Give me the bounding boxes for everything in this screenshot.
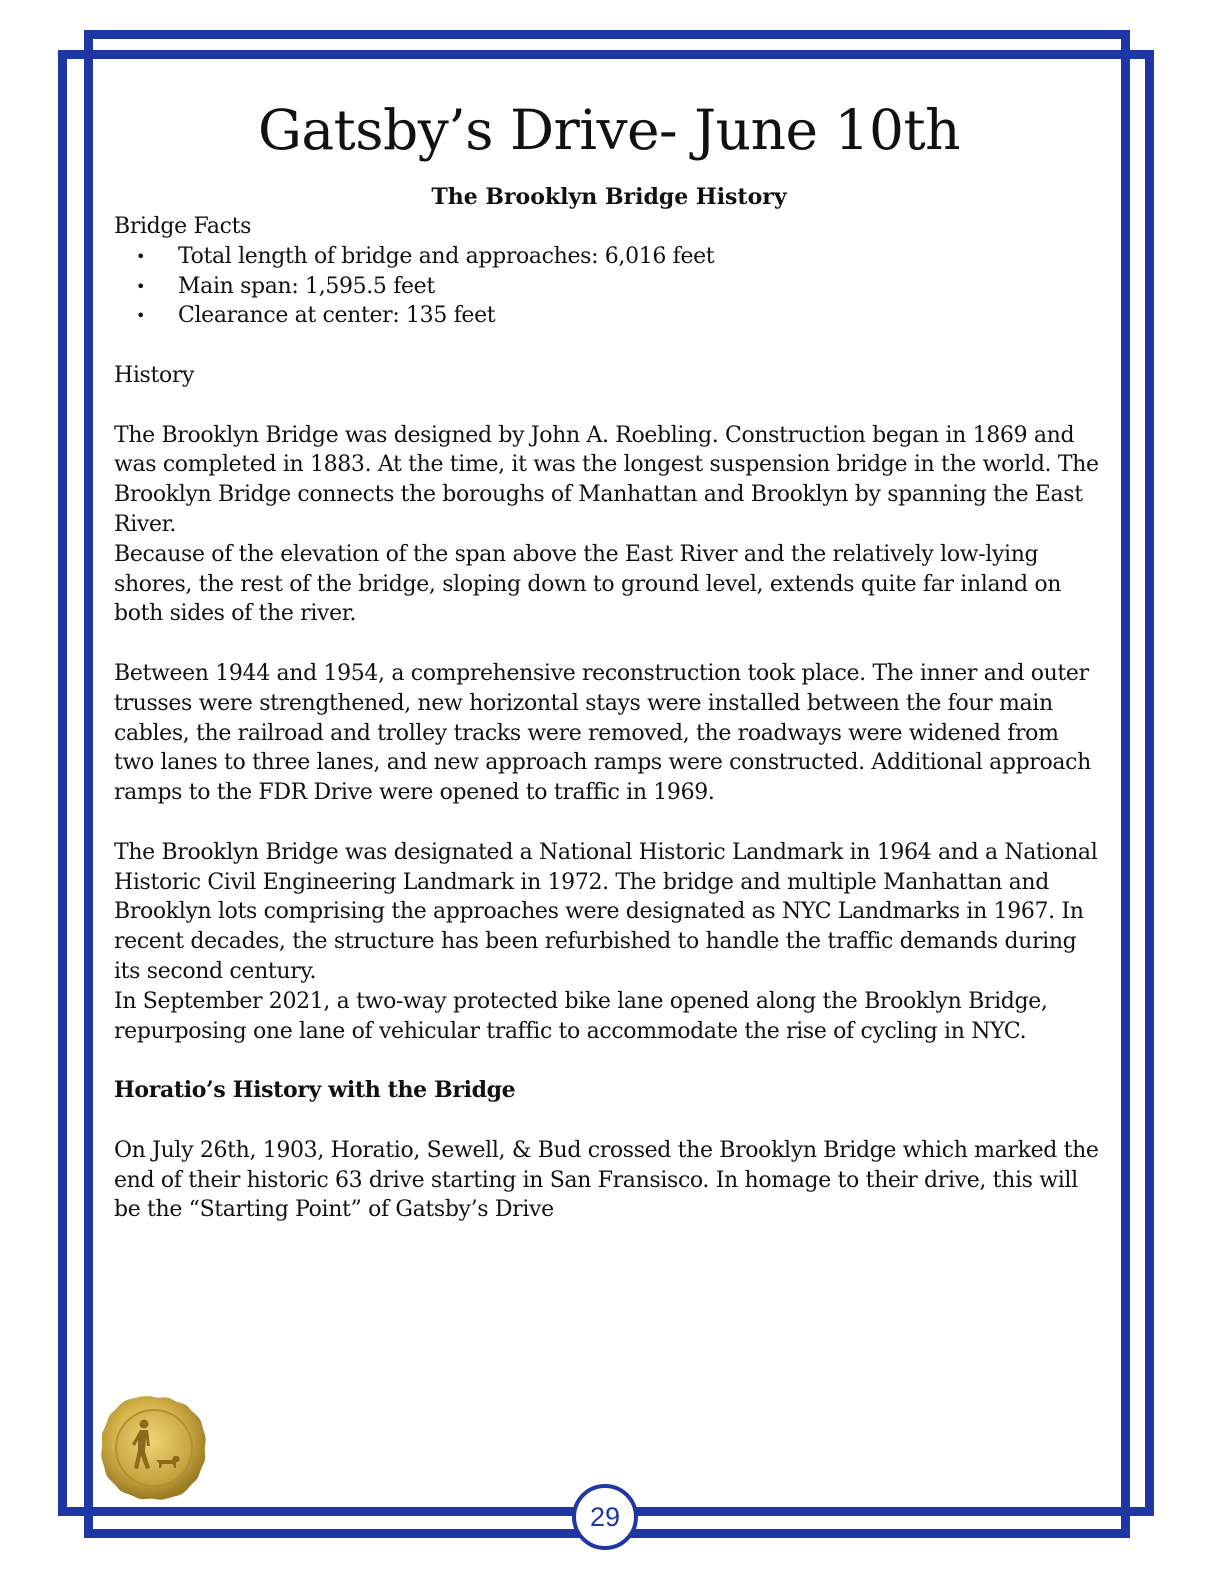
- page-content: [114, 92, 1104, 1225]
- facts-list: [114, 242, 1104, 331]
- bullet-icon: •: [136, 246, 146, 266]
- history-paragraph: The Brooklyn Bridge was designated a National Historic Landmark in 1964 and a National Historic Civil Engineering Landmark in 1972. The bridge and multiple Manhattan and Brooklyn lots comprising the approaches were designated as NYC Landmarks in 1967. In recent decades, the structure has been refurbished to handle the traffic demands during its second century.: [114, 839, 1098, 984]
- history-paragraph: The Brooklyn Bridge was designed by John A. Roebling. Construction began in 1869 and was completed in 1883. At the time, it was the longest suspension bridge in the world. The Brooklyn Bridge connects the boroughs of Manhattan and Brooklyn by spanning the East River.: [114, 422, 1099, 537]
- gold-seal-icon: [100, 1394, 208, 1502]
- facts-heading: Bridge Facts: [114, 214, 252, 239]
- history-heading: History: [114, 362, 195, 388]
- page-title: Gatsby’s Drive- June 10th: [257, 98, 961, 162]
- bullet-icon: •: [136, 306, 146, 326]
- fact-text: Total length of bridge and approaches: 6,016 feet: [178, 243, 715, 269]
- list-item: [114, 272, 1104, 302]
- fact-text: Clearance at center: 135 feet: [178, 303, 496, 329]
- horatio-heading: Horatio’s History with the Bridge: [114, 1077, 516, 1104]
- horatio-paragraph: On July 26th, 1903, Horatio, Sewell, & Bud crossed the Brooklyn Bridge which marked the end of their historic 63 drive starting in San Fransisco. In homage to their drive, this will be the “Starting Point” of Gatsby’s Drive: [114, 1137, 1099, 1223]
- history-paragraph: In September 2021, a two-way protected bike lane opened along the Brooklyn Bridge, repurposing one lane of vehicular traffic to accommodate the rise of cycling in NYC.: [114, 988, 1048, 1044]
- list-item: [114, 242, 1104, 272]
- section-title: The Brooklyn Bridge History: [431, 184, 787, 210]
- page-number: 29: [572, 1484, 638, 1550]
- list-item: [114, 301, 1104, 331]
- bullet-icon: •: [136, 276, 146, 296]
- history-paragraph: Between 1944 and 1954, a comprehensive reconstruction took place. The inner and outer trusses were strengthened, new horizontal stays were installed between the four main cables, the railroad and trolley tracks were removed, the roadways were widened from two lanes to three lanes, and new approach ramps were constructed. Additional approach ramps to the FDR Drive were opened to traffic in 1969.: [114, 660, 1091, 806]
- fact-text: Main span: 1,595.5 feet: [178, 273, 435, 299]
- history-paragraph: Because of the elevation of the span above the East River and the relatively low-lying shores, the rest of the bridge, sloping down to ground level, extends quite far inland on both sides of the river.: [114, 541, 1062, 627]
